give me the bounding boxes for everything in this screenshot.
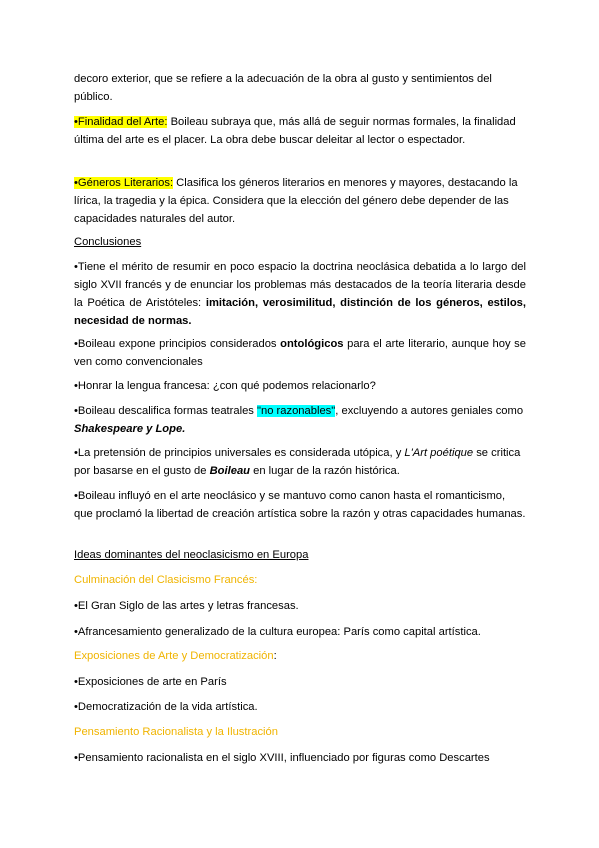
exposiciones-item-paris: •Exposiciones de arte en París — [74, 676, 227, 688]
culminacion-item-afrancesamiento: •Afrancesamiento generalizado de la cultura europea: París como capital artística. — [74, 626, 481, 638]
conclusion-merito-text: •Tiene el mérito de resumir en poco espacio la doctrina neoclásica debatida a lo largo del siglo XVII francés y de enunciar los problemas más destacados de la teoría literaria desde la Poética de Aristóteles: — [74, 261, 526, 309]
conclusion-utopica-mid: se critica por basarse en el gusto de — [74, 447, 521, 477]
conclusiones-heading: Conclusiones — [74, 236, 142, 248]
generos-literarios-label: •Géneros Literarios: — [74, 177, 174, 189]
art-poetique-title: L'Art poétique — [404, 447, 474, 459]
conclusion-item-lengua: •Honrar la lengua francesa: ¿con qué podemos relacionarlo? — [74, 380, 376, 392]
conclusion-item-influyo: •Boileau influyó en el arte neoclásico y se mantuvo como canon hasta el romanticismo, que proclamó la libertad de creación artística sobre la razón y otras capacidades humanas. — [74, 490, 526, 520]
paragraph-decoro-text: decoro exterior, que se refiere a la adecuación de la obra al gusto y sentimientos del público. — [74, 73, 492, 103]
finalidad-arte-label: •Finalidad del Arte: — [74, 116, 168, 128]
conclusion-ontologicos-post: para el arte literario, aunque hoy se ven como convencionales — [74, 338, 526, 368]
paragraph-decoro — [74, 70, 526, 106]
ideas-dominantes-heading: Ideas dominantes del neoclasicismo en Europa — [74, 549, 309, 561]
exposiciones-item-democratizacion: •Democratización de la vida artística. — [74, 701, 258, 713]
racionalista-item-descartes: •Pensamiento racionalista en el siglo XVIII, influenciado por figuras como Descartes — [74, 752, 490, 764]
conclusion-descalifica-post: , excluyendo a autores geniales como — [335, 405, 524, 417]
conclusion-item-utopica — [74, 444, 526, 480]
exposiciones-heading: Exposiciones de Arte y Democratización — [74, 650, 274, 662]
exposiciones-heading-colon: : — [273, 650, 277, 662]
racionalista-heading: Pensamiento Racionalista y la Ilustración — [74, 726, 278, 738]
conclusion-utopica-pre: •La pretensión de principios universales es considerada utópica, y — [74, 447, 405, 459]
conclusion-ontologicos-pre: •Boileau expone principios considerados — [74, 338, 281, 350]
conclusion-ontologicos-bold: ontológicos — [280, 338, 344, 350]
paragraph-generos-literarios — [74, 174, 526, 228]
conclusion-item-descalifica — [74, 402, 526, 438]
finalidad-arte-text: Boileau subraya que, más allá de seguir normas formales, la finalidad última del arte es el placer. La obra debe buscar deleitar al lector o espectador. — [74, 116, 516, 146]
generos-literarios-text: Clasifica los géneros literarios en menores y mayores, destacando la lírica, la tragedia y la épica. Considera que la elección del género debe depender de las capacidades naturales del autor. — [74, 177, 518, 225]
exposiciones-heading-line — [74, 647, 526, 665]
paragraph-finalidad-arte — [74, 113, 526, 149]
culminacion-heading: Culminación del Clasicismo Francés: — [74, 574, 258, 586]
conclusion-merito-bold: imitación, verosimilitud, distinción de los géneros, estilos, necesidad de normas. — [74, 297, 526, 327]
conclusion-item-merito — [74, 258, 526, 330]
shakespeare-lope: Shakespeare y Lope. — [74, 423, 186, 435]
no-razonables-highlight: "no razonables" — [257, 405, 336, 417]
boileau-name: Boileau — [209, 465, 251, 477]
conclusion-utopica-post: en lugar de la razón histórica. — [250, 465, 400, 477]
culminacion-item-gran-siglo: •El Gran Siglo de las artes y letras francesas. — [74, 600, 299, 612]
conclusion-descalifica-pre: •Boileau descalifica formas teatrales — [74, 405, 258, 417]
conclusion-item-ontologicos — [74, 335, 526, 371]
